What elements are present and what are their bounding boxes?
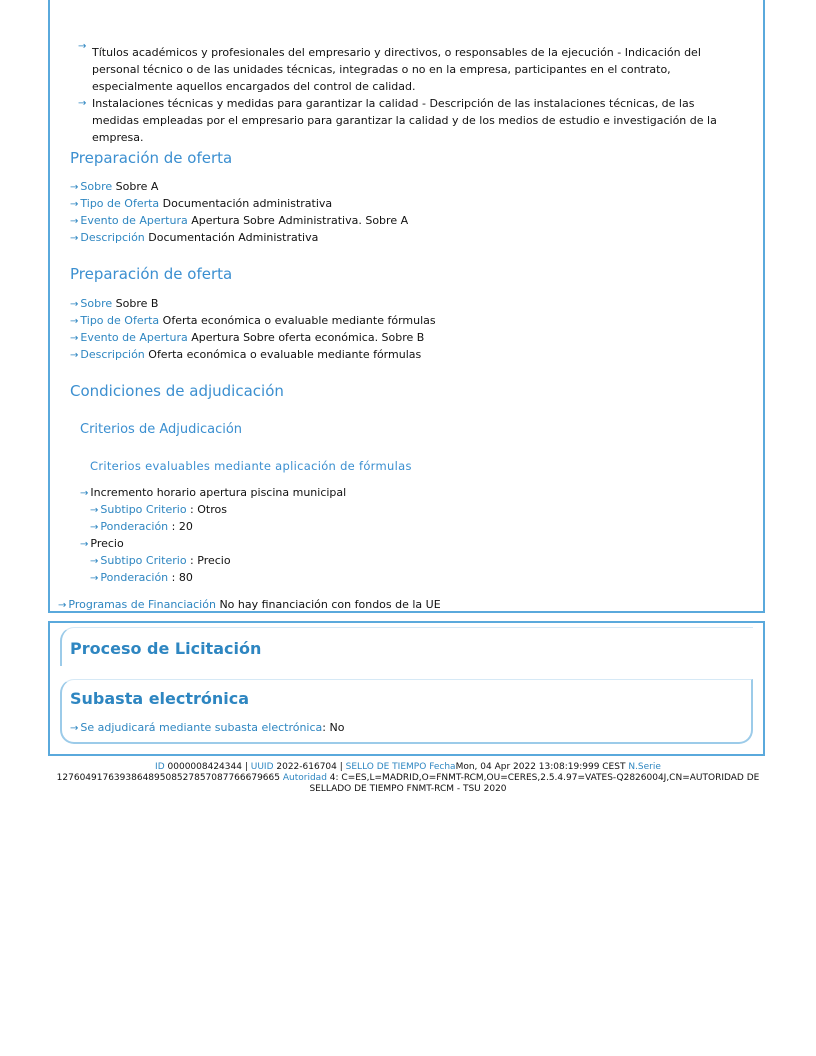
criterion-weight: → Ponderación : 80 [90,571,193,584]
authority-label: Autoridad [282,773,327,783]
arrow-right-icon: → [78,98,87,109]
arrow-right-icon: → [70,350,79,361]
timestamp-footer: ID 0000008424344 | UUID 2022-616704 | SELLO DE TIEMPO FechaMon, 04 Apr 2022 13:08:19:999 CEST N.Serie 127604917639386489508527857087766679665 Autoridad 4: C=ES,L=MADRID,O=FNMT-RCM,OU=CERES,2.5.4.97=VATES-Q2826004J,CN=AUTORIDAD DE SELLADO DE TIEMPO FNMT-RCM - TSU 2020 [56,762,760,794]
fecha-value: Mon, 04 Apr 2022 13:08:19:999 CEST [455,762,626,772]
requirement-text: Instalaciones técnicas y medidas para garantizar la calidad - Descripción de las instalaciones técnicas, de las medidas empleadas por el empresario para garantizar la calidad y de los medios de estudio e investigación de la empresa. [92,97,717,144]
arrow-right-icon: → [58,600,67,611]
field-label: Descripción [80,348,145,361]
serie-value: 127604917639386489508527857087766679665 [56,773,280,783]
field-label: Descripción [80,231,145,244]
section-title-offer-a: Preparación de oferta [70,149,233,167]
field-label: Tipo de Oferta [80,197,160,210]
arrow-right-icon: → [70,182,79,193]
arrow-right-icon: → [80,539,89,550]
field-row-sobre [70,295,158,313]
field-value: Documentación administrativa [162,197,333,210]
field-label: Evento de Apertura [80,214,188,227]
field-row-evento-apertura [70,212,408,230]
field-value: Sobre B [115,297,159,310]
field-value: Sobre A [115,180,159,193]
arrow-right-icon: → [70,199,79,210]
arrow-right-icon: → [78,41,87,52]
section-title-offer-b: Preparación de oferta [70,265,233,283]
arrow-right-icon: → [70,299,79,310]
field-value: Oferta económica o evaluable mediante fórmulas [162,314,436,327]
field-label: Subtipo Criterio [100,554,187,567]
id-value: 0000008424344 [167,762,242,772]
financing-row [58,596,441,614]
requirement-item [78,95,738,146]
arrow-right-icon: → [70,233,79,244]
field-label: Tipo de Oferta [80,314,160,327]
arrow-right-icon: → [90,522,99,533]
fecha-label: Fecha [429,762,456,772]
field-label: Programas de Financiación [68,598,216,611]
contract-details-panel [48,0,765,613]
arrow-right-icon: → [90,573,99,584]
auction-row: → Se adjudicará mediante subasta electrónica: No [70,721,345,734]
arrow-right-icon: → [70,723,79,734]
field-value: Documentación Administrativa [148,231,319,244]
field-label: Evento de Apertura [80,331,188,344]
seal-label: SELLO DE TIEMPO [345,762,427,772]
field-row-descripcion [70,229,318,247]
formula-criteria-title: Criterios evaluables mediante aplicación de fórmulas [90,459,412,473]
field-label: Sobre [80,180,113,193]
field-value: No hay financiación con fondos de la UE [219,598,441,611]
field-label: Se adjudicará mediante subasta electrónica [80,721,323,734]
id-label: ID [155,762,165,772]
field-value: Apertura Sobre oferta económica. Sobre B [191,331,425,344]
arrow-right-icon: → [70,216,79,227]
arrow-right-icon: → [70,316,79,327]
field-label: Subtipo Criterio [100,503,187,516]
criterion-subtype: → Subtipo Criterio : Precio [90,554,231,567]
field-row-descripcion [70,346,421,364]
requirement-item [78,41,738,95]
process-panel [48,621,765,756]
criterion-name [80,535,124,553]
criterion-name [80,484,346,502]
arrow-right-icon: → [80,488,89,499]
field-row-sobre [70,178,158,196]
field-value: 20 [178,520,193,533]
field-row-tipo-oferta [70,195,332,213]
field-value: Otros [197,503,227,516]
field-label: Ponderación [100,520,169,533]
auction-title: Subasta electrónica [70,689,250,708]
uuid-label: UUID [250,762,274,772]
section-title-award: Condiciones de adjudicación [70,382,284,400]
field-value: Oferta económica o evaluable mediante fórmulas [148,348,422,361]
field-value: Precio [197,554,231,567]
field-label: Sobre [80,297,113,310]
field-row-tipo-oferta [70,312,436,330]
field-row-evento-apertura [70,329,424,347]
process-title: Proceso de Licitación [70,639,262,658]
field-value: 80 [178,571,193,584]
authority-value: 4: C=ES,L=MADRID,O=FNMT-RCM,OU=CERES,2.5.4.97=VATES-Q2826004J,CN=AUTORIDAD DE SELLADO DE TIEMPO FNMT-RCM - TSU 2020 [309,773,760,794]
requirement-text: Títulos académicos y profesionales del empresario y directivos, o responsables de la ejecución - Indicación del personal técnico o de las unidades técnicas, integradas o no en la empresa, participantes en el contrato, especialmente aquellos encargados del control de calidad. [92,46,701,93]
criterion-name-text: Precio [90,537,124,550]
criterion-subtype: → Subtipo Criterio : Otros [90,503,227,516]
field-value: Apertura Sobre Administrativa. Sobre A [191,214,409,227]
criterion-weight: → Ponderación : 20 [90,520,193,533]
arrow-right-icon: → [90,505,99,516]
serie-label: N.Serie [628,762,661,772]
criteria-title: Criterios de Adjudicación [80,422,243,437]
arrow-right-icon: → [70,333,79,344]
uuid-value: 2022-616704 [276,762,337,772]
field-value: No [329,721,345,734]
arrow-right-icon: → [90,556,99,567]
field-label: Ponderación [100,571,169,584]
criterion-name-text: Incremento horario apertura piscina municipal [90,486,347,499]
